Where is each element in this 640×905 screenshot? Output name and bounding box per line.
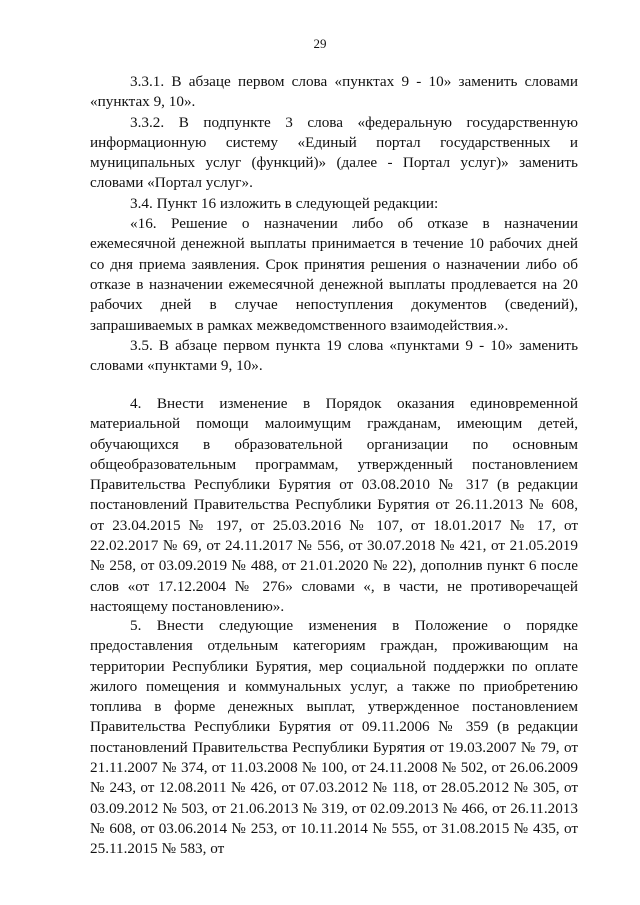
paragraph-3-3-2: 3.3.2. В подпункте 3 слова «федеральную государственную информационную систему «Единый портал государственных и муниципальных услуг (функций)» (далее - Портал услуг)» заменить словами «Портал услуг». [90, 113, 578, 192]
paragraph-16-quote: «16. Решение о назначении либо об отказе в назначении ежемесячной денежной выплаты принимается в течение 10 рабочих дней со дня приема заявления. Срок принятия решения о назначении либо об отказе в назначении ежемесячной денежной выплаты продлевается на 20 рабочих дней в случае непоступления документов (сведений), запрашиваемых в рамках межведомственного взаимодействия.». [90, 215, 578, 334]
paragraph-5: 5. Внести следующие изменения в Положение о порядке предоставления отдельным категориям граждан, проживающим на территории Республики Бурятия, мер социальной поддержки по оплате жилого помещения и коммунальных услуг, а также по приобретению топлива в форме денежных выплат, утвержденное постановлением Правительства Республики Бурятия от 09.11.2006 № 359 (в редакции постановлений Правительства Республики Бурятия от 19.03.2007 № 79, от 21.11.2007 № 374, от 11.03.2008 № 100, от 24.11.2008 № 502, от 26.06.2009 № 243, от 12.08.2011 № 426, от 07.03.2012 № 118, от 28.05.2012 № 305, от 03.09.2012 № 503, от 21.06.2013 № 319, от 02.09.2013 № 466, от 26.11.2013 № 608, от 03.06.2014 № 253, от 10.11.2014 № 555, от 31.08.2015 № 435, от 25.11.2015 № 583, от [90, 617, 578, 858]
paragraph-3-3-1: 3.3.1. В абзаце первом слова «пунктах 9 - 10» заменить словами «пунктах 9, 10». [90, 73, 578, 111]
section-4 [90, 394, 578, 617]
page-number: 29 [313, 36, 327, 51]
section-5 [90, 616, 578, 860]
paragraph-4: 4. Внести изменение в Порядок оказания единовременной материальной помощи малоимущим гражданам, имеющим детей, обучающихся в образовательной организации по основным общеобразовательным программам, утвержденный постановлением Правительства Республики Бурятия от 03.08.2010 № 317 (в редакции постановлений Правительства Республики Бурятия от 26.11.2013 № 608, от 23.04.2015 № 197, от 25.03.2016 № 107, от 18.01.2017 № 17, от 22.02.2017 № 69, от 24.11.2017 № 556, от 30.07.2018 № 421, от 21.05.2019 № 258, от 03.09.2019 № 488, от 21.01.2020 № 22), дополнив пункт 6 после слов «от 17.12.2004 № 276» словами «, в части, не противоречащей настоящему постановлению». [90, 395, 578, 615]
paragraph-3-5: 3.5. В абзаце первом пункта 19 слова «пунктами 9 - 10» заменить словами «пунктами 9, 10». [90, 336, 578, 375]
section-3-amendments [90, 72, 578, 376]
paragraph-3-4: 3.4. Пункт 16 изложить в следующей редакции: [130, 194, 439, 212]
